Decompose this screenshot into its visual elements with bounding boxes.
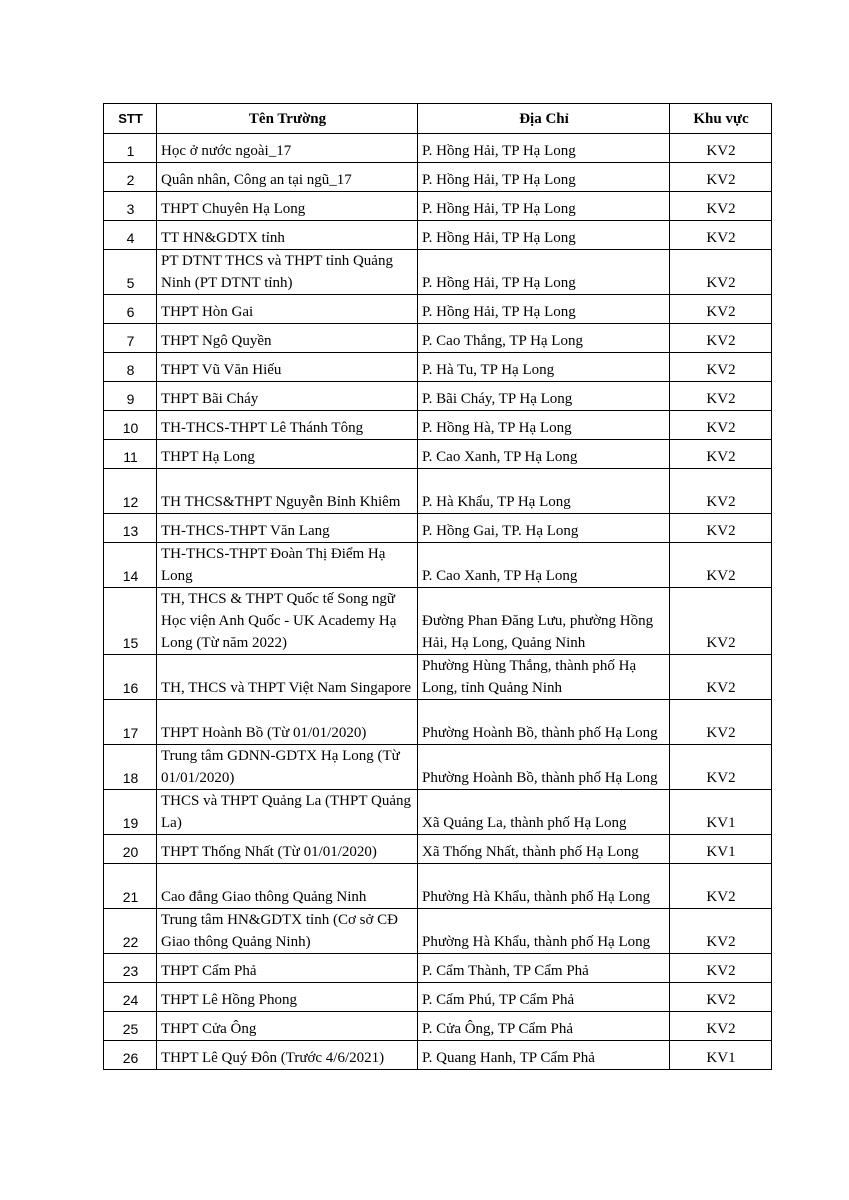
school-name: Cao đẳng Giao thông Quảng Ninh	[157, 864, 418, 909]
school-address: P. Cao Xanh, TP Hạ Long	[418, 440, 670, 469]
school-area: KV2	[670, 700, 772, 745]
header-row	[104, 104, 772, 134]
school-address: P. Cửa Ông, TP Cẩm Phả	[418, 1012, 670, 1041]
school-address: P. Hà Khẩu, TP Hạ Long	[418, 469, 670, 514]
row-number: 8	[104, 353, 157, 382]
school-name: THCS và THPT Quảng La (THPT Quảng La)	[157, 790, 418, 835]
row-number: 17	[104, 700, 157, 745]
row-number: 15	[104, 588, 157, 655]
row-number: 1	[104, 134, 157, 163]
school-address: Phường Hà Khẩu, thành phố Hạ Long	[418, 909, 670, 954]
row-number: 14	[104, 543, 157, 588]
school-address: Xã Thống Nhất, thành phố Hạ Long	[418, 835, 670, 864]
row-number: 9	[104, 382, 157, 411]
table-row	[104, 864, 772, 909]
school-name: THPT Vũ Văn Hiếu	[157, 353, 418, 382]
row-number: 3	[104, 192, 157, 221]
row-number: 13	[104, 514, 157, 543]
table-header	[104, 104, 772, 134]
table-row	[104, 790, 772, 835]
table-row	[104, 954, 772, 983]
table-row	[104, 324, 772, 353]
school-area: KV2	[670, 134, 772, 163]
school-area: KV2	[670, 221, 772, 250]
school-address: P. Hồng Hải, TP Hạ Long	[418, 163, 670, 192]
row-number: 6	[104, 295, 157, 324]
row-number: 2	[104, 163, 157, 192]
school-name: TH-THCS-THPT Lê Thánh Tông	[157, 411, 418, 440]
row-number: 18	[104, 745, 157, 790]
school-address: P. Hà Tu, TP Hạ Long	[418, 353, 670, 382]
table-row	[104, 745, 772, 790]
school-name: TH THCS&THPT Nguyễn Bỉnh Khiêm	[157, 469, 418, 514]
table-row	[104, 469, 772, 514]
table-row	[104, 1012, 772, 1041]
school-name: THPT Chuyên Hạ Long	[157, 192, 418, 221]
school-address: P. Cẩm Thành, TP Cẩm Phả	[418, 954, 670, 983]
school-address: P. Hồng Gai, TP. Hạ Long	[418, 514, 670, 543]
school-name: TT HN&GDTX tỉnh	[157, 221, 418, 250]
school-name: THPT Cẩm Phả	[157, 954, 418, 983]
row-number: 22	[104, 909, 157, 954]
school-address: P. Hồng Hà, TP Hạ Long	[418, 411, 670, 440]
school-name: TH, THCS và THPT Việt Nam Singapore	[157, 655, 418, 700]
school-area: KV1	[670, 790, 772, 835]
table-row	[104, 835, 772, 864]
school-area: KV2	[670, 543, 772, 588]
school-name: THPT Hạ Long	[157, 440, 418, 469]
school-area: KV1	[670, 835, 772, 864]
school-address: P. Cao Thắng, TP Hạ Long	[418, 324, 670, 353]
table-row	[104, 440, 772, 469]
row-number: 5	[104, 250, 157, 295]
header-area: Khu vực	[670, 104, 772, 134]
school-area: KV2	[670, 514, 772, 543]
table-body	[104, 134, 772, 1070]
table-row	[104, 250, 772, 295]
school-area: KV2	[670, 440, 772, 469]
table-row	[104, 909, 772, 954]
table-row	[104, 192, 772, 221]
row-number: 26	[104, 1041, 157, 1070]
school-area: KV2	[670, 954, 772, 983]
school-area: KV2	[670, 250, 772, 295]
table-row	[104, 514, 772, 543]
row-number: 24	[104, 983, 157, 1012]
school-name: THPT Cửa Ông	[157, 1012, 418, 1041]
row-number: 19	[104, 790, 157, 835]
table-row	[104, 221, 772, 250]
table-row	[104, 134, 772, 163]
table-row	[104, 1041, 772, 1070]
row-number: 20	[104, 835, 157, 864]
school-address: Phường Hùng Thắng, thành phố Hạ Long, tỉnh Quảng Ninh	[418, 655, 670, 700]
school-address: P. Cẩm Phú, TP Cẩm Phả	[418, 983, 670, 1012]
school-area: KV2	[670, 864, 772, 909]
table-row	[104, 411, 772, 440]
school-name: Trung tâm HN&GDTX tỉnh (Cơ sở CĐ Giao thông Quảng Ninh)	[157, 909, 418, 954]
school-area: KV2	[670, 353, 772, 382]
school-address: Xã Quảng La, thành phố Hạ Long	[418, 790, 670, 835]
school-area: KV2	[670, 655, 772, 700]
school-name: THPT Thống Nhất (Từ 01/01/2020)	[157, 835, 418, 864]
row-number: 25	[104, 1012, 157, 1041]
table-row	[104, 588, 772, 655]
school-address: P. Cao Xanh, TP Hạ Long	[418, 543, 670, 588]
school-address: P. Quang Hanh, TP Cẩm Phả	[418, 1041, 670, 1070]
school-address: P. Hồng Hải, TP Hạ Long	[418, 250, 670, 295]
table-row	[104, 353, 772, 382]
school-name: THPT Lê Quý Đôn (Trước 4/6/2021)	[157, 1041, 418, 1070]
school-name: Trung tâm GDNN-GDTX Hạ Long (Từ 01/01/2020)	[157, 745, 418, 790]
table-row	[104, 700, 772, 745]
school-address: P. Hồng Hải, TP Hạ Long	[418, 295, 670, 324]
school-area: KV2	[670, 192, 772, 221]
table-row	[104, 382, 772, 411]
row-number: 21	[104, 864, 157, 909]
school-name: THPT Hoành Bồ (Từ 01/01/2020)	[157, 700, 418, 745]
row-number: 16	[104, 655, 157, 700]
row-number: 23	[104, 954, 157, 983]
school-address: Phường Hoành Bồ, thành phố Hạ Long	[418, 745, 670, 790]
row-number: 10	[104, 411, 157, 440]
school-address: Đường Phan Đăng Lưu, phường Hồng Hải, Hạ Long, Quảng Ninh	[418, 588, 670, 655]
school-address: Phường Hoành Bồ, thành phố Hạ Long	[418, 700, 670, 745]
school-name: Học ở nước ngoài_17	[157, 134, 418, 163]
school-area: KV2	[670, 163, 772, 192]
school-area: KV2	[670, 909, 772, 954]
school-area: KV2	[670, 324, 772, 353]
school-area: KV2	[670, 983, 772, 1012]
row-number: 11	[104, 440, 157, 469]
school-name: TH-THCS-THPT Đoàn Thị Điểm Hạ Long	[157, 543, 418, 588]
school-name: Quân nhân, Công an tại ngũ_17	[157, 163, 418, 192]
school-name: THPT Lê Hồng Phong	[157, 983, 418, 1012]
school-name: TH, THCS & THPT Quốc tế Song ngữ Học viện Anh Quốc - UK Academy Hạ Long (Từ năm 2022)	[157, 588, 418, 655]
school-name: THPT Hòn Gai	[157, 295, 418, 324]
school-area: KV2	[670, 295, 772, 324]
table-row	[104, 163, 772, 192]
school-area: KV2	[670, 745, 772, 790]
school-area: KV2	[670, 588, 772, 655]
school-address: P. Hồng Hải, TP Hạ Long	[418, 221, 670, 250]
school-area: KV2	[670, 1012, 772, 1041]
table-row	[104, 655, 772, 700]
school-name: THPT Bãi Cháy	[157, 382, 418, 411]
row-number: 12	[104, 469, 157, 514]
header-stt: STT	[104, 104, 157, 134]
schools-table	[103, 103, 772, 1070]
school-address: P. Hồng Hải, TP Hạ Long	[418, 134, 670, 163]
school-area: KV1	[670, 1041, 772, 1070]
row-number: 4	[104, 221, 157, 250]
school-address: P. Hồng Hải, TP Hạ Long	[418, 192, 670, 221]
school-address: P. Bãi Cháy, TP Hạ Long	[418, 382, 670, 411]
school-area: KV2	[670, 469, 772, 514]
header-name: Tên Trường	[157, 104, 418, 134]
school-area: KV2	[670, 411, 772, 440]
school-name: THPT Ngô Quyền	[157, 324, 418, 353]
school-area: KV2	[670, 382, 772, 411]
school-name: TH-THCS-THPT Văn Lang	[157, 514, 418, 543]
header-address: Địa Chỉ	[418, 104, 670, 134]
school-address: Phường Hà Khẩu, thành phố Hạ Long	[418, 864, 670, 909]
table-row	[104, 295, 772, 324]
school-name: PT DTNT THCS và THPT tỉnh Quảng Ninh (PT DTNT tỉnh)	[157, 250, 418, 295]
table-row	[104, 543, 772, 588]
table-row	[104, 983, 772, 1012]
row-number: 7	[104, 324, 157, 353]
